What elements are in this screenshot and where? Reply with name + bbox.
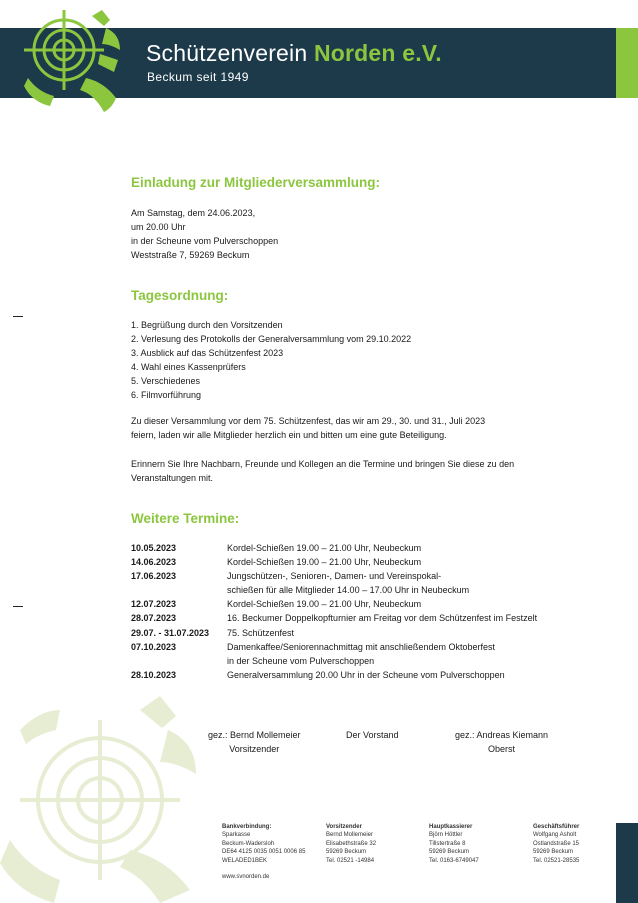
date-cell: 14.06.2023 <box>131 557 177 568</box>
event-cell: schießen für alle Mitglieder 14.00 – 17.00 Uhr in Neubeckum <box>227 585 470 596</box>
date-cell: 17.06.2023 <box>131 571 177 582</box>
event-cell: Damenkaffee/Seniorennachmittag mit anschließendem Oktoberfest <box>227 641 495 652</box>
green-accent-bar <box>616 28 638 98</box>
shooting-club-crest-icon <box>22 8 134 120</box>
footer-title: Geschäftsführer <box>533 824 580 830</box>
event-cell: 75. Schützenfest <box>227 627 295 638</box>
agenda-item: 1. Begrüßung durch den Vorsitzenden <box>131 320 283 330</box>
faded-crest-watermark-icon <box>0 690 240 903</box>
footer-line: Beckum-Wadersloh <box>222 840 275 847</box>
signature-board: Der Vorstand <box>346 730 399 740</box>
footer-line: Tel. 02521-28535 <box>533 857 580 864</box>
signature-chairman <box>208 728 301 756</box>
date-cell: 29.07. - 31.07.2023 <box>131 627 210 638</box>
signature-name: gez.: Andreas Kiemann <box>455 730 549 740</box>
club-subtitle: Beckum seit 1949 <box>147 70 249 84</box>
agenda-item: 4. Wahl eines Kassenprüfers <box>131 362 246 372</box>
event-cell: Kordel-Schießen 19.00 – 21.00 Uhr, Neubeckum <box>227 543 422 553</box>
fold-mark <box>13 316 23 317</box>
footer-line: DE64 4125 0035 0051 0006 85 <box>222 849 306 856</box>
paragraph-line: Zu dieser Versammlung vor dem 75. Schützenfest, das wir am 29., 30. und 31., Juli 2023 <box>131 416 486 426</box>
agenda-heading: Tagesordnung: <box>131 288 229 303</box>
agenda-item: 6. Filmvorführung <box>131 390 202 400</box>
footer-line: Sparkasse <box>222 832 251 839</box>
website-link[interactable]: www.svnorden.de <box>222 874 270 880</box>
reminder-paragraph <box>131 457 571 485</box>
invitation-line: Weststraße 7, 59269 Beckum <box>131 250 250 260</box>
invitation-line: um 20.00 Uhr <box>131 222 186 232</box>
footer-line: Bernd Mollemeier <box>326 832 374 839</box>
date-cell: 12.07.2023 <box>131 599 177 610</box>
date-cell: 07.10.2023 <box>131 641 177 652</box>
footer-title: Hauptkassierer <box>429 824 473 830</box>
invitation-line: Am Samstag, dem 24.06.2023, <box>131 208 256 218</box>
footer-navy-block <box>616 823 638 903</box>
invitation-line: in der Scheune vom Pulverschoppen <box>131 236 279 246</box>
footer-manager <box>533 823 579 865</box>
paragraph-line: feiern, laden wir alle Mitglieder herzlich ein und bitten um eine gute Beteiligung. <box>131 430 447 440</box>
event-cell: 16. Beckumer Doppelkopfturnier am Freitag vor dem Schützenfest im Festzelt <box>227 613 538 624</box>
event-cell: Jungschützen-, Senioren-, Damen- und Vereinspokal- <box>227 571 442 582</box>
date-cell: 10.05.2023 <box>131 543 177 553</box>
footer-line: 59269 Beckum <box>326 849 367 856</box>
club-name: Schützenverein Norden e.V. <box>146 40 442 66</box>
footer-line: Wolfgang Asholt <box>533 832 577 839</box>
invitation-heading: Einladung zur Mitgliederversammlung: <box>131 175 381 190</box>
footer-line: Björn Höttler <box>429 832 463 839</box>
event-cell: in der Scheune vom Pulverschoppen <box>227 655 375 666</box>
footer-line: Elisabethstraße 32 <box>326 840 377 847</box>
date-cell: 28.07.2023 <box>131 613 177 624</box>
paragraph-line: Erinnern Sie Ihre Nachbarn, Freunde und Kollegen an die Termine und bringen Sie diese zu den <box>131 459 515 469</box>
invitation-details <box>131 206 571 262</box>
signature-role: Oberst <box>488 744 516 754</box>
signature-colonel <box>455 728 548 756</box>
footer-line: Tillstertraße 8 <box>429 840 466 847</box>
dates-heading: Weitere Termine: <box>131 511 240 526</box>
event-cell: Kordel-Schießen 19.00 – 21.00 Uhr, Neubeckum <box>227 599 422 610</box>
agenda-item: 5. Verschiedenes <box>131 376 201 386</box>
footer-line: Ostlandstraße 15 <box>533 840 580 847</box>
footer-line: 59269 Beckum <box>429 849 470 856</box>
signature-role: Vorsitzender <box>229 744 280 754</box>
footer-treasurer <box>429 823 479 865</box>
footer-chairman <box>326 823 376 865</box>
agenda-item: 3. Ausblick auf das Schützenfest 2023 <box>131 348 284 358</box>
agenda-list <box>131 318 571 402</box>
invitation-paragraph <box>131 414 571 442</box>
footer-title: Vorsitzender <box>326 824 362 830</box>
paragraph-line: Veranstaltungen mit. <box>131 473 214 483</box>
event-cell: Generalversammlung 20.00 Uhr in der Scheune vom Pulverschoppen <box>227 669 505 680</box>
footer-line: Tel. 0163-6749047 <box>429 857 479 864</box>
footer-bank <box>222 823 305 865</box>
footer-line: WELADED1BEK <box>222 857 268 864</box>
date-cell: 28.10.2023 <box>131 669 177 680</box>
footer-line: 59269 Beckum <box>533 849 574 856</box>
event-cell: Kordel-Schießen 19.00 – 21.00 Uhr, Neubeckum <box>227 557 422 568</box>
fold-mark <box>13 606 23 607</box>
footer-line: Tel. 02521 -14984 <box>326 857 375 864</box>
signature-name: gez.: Bernd Mollemeier <box>208 730 301 740</box>
agenda-item: 2. Verlesung des Protokolls der Generalversammlung vom 29.10.2022 <box>131 334 412 344</box>
footer-title: Bankverbindung: <box>222 824 272 830</box>
